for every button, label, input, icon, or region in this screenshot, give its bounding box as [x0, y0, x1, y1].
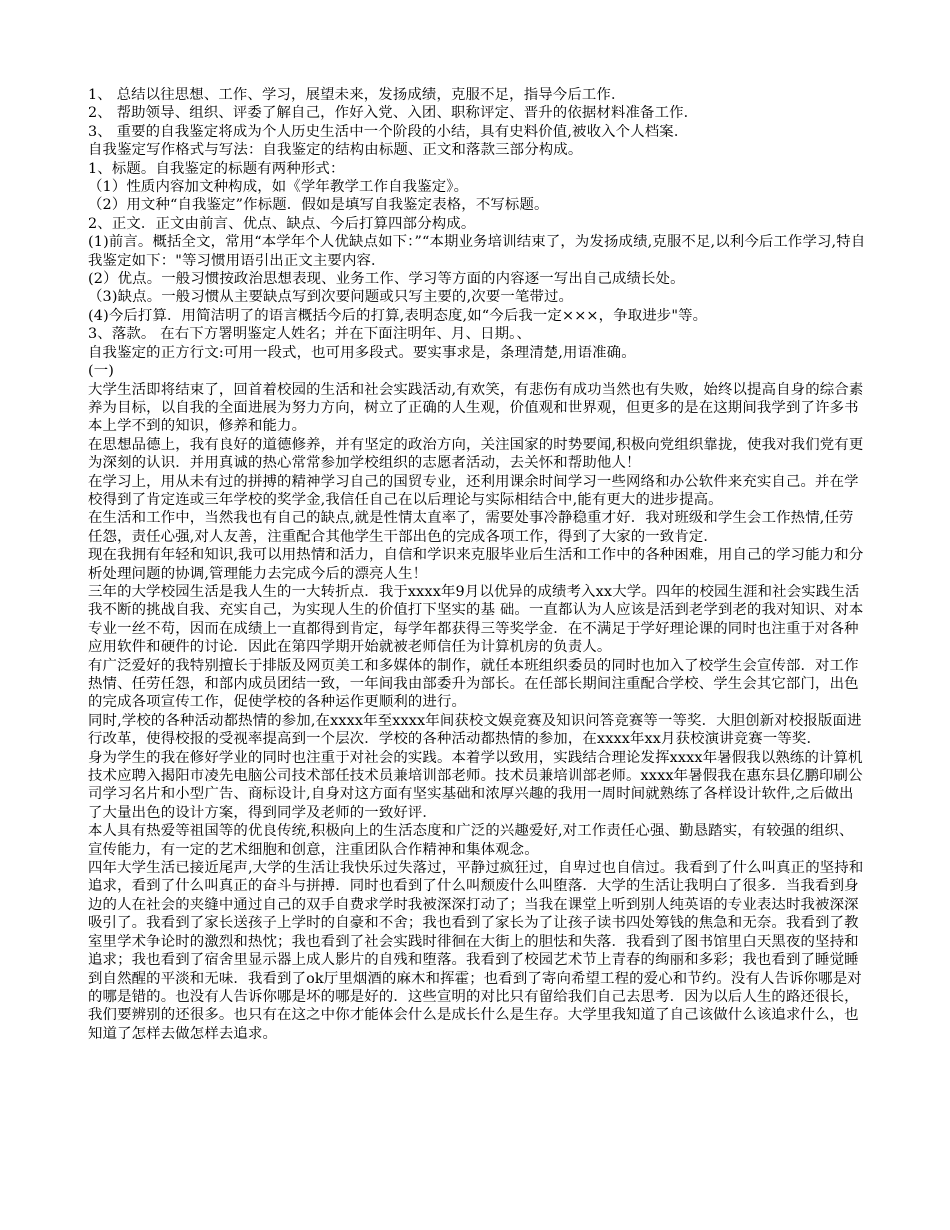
- paragraph: 现在我拥有年轻和知识,我可以用热情和活力，自信和学识来克服毕业后生活和工作中的各种困难，用自己的学习能力和分析处理问题的协调,管理能力去完成今后的漂亮人生！: [88, 547, 864, 582]
- paragraph: 3、 重要的自我鉴定将成为个人历史生活中一个阶段的小结，具有史料价值,被收入个人档案．: [88, 123, 689, 140]
- paragraph: 2、 帮助领导、组织、评委了解自己，作好入党、入团、职称评定、晋升的依据材料准备工作．: [88, 105, 699, 122]
- paragraph: (2）优点。一般习惯按政治思想表现、业务工作、学习等方面的内容逐一写出自己成绩长处。: [88, 271, 685, 288]
- paragraph: 四年大学生活已接近尾声,大学的生活让我快乐过失落过，平静过疯狂过，自卑过也自信过。我看到了什么叫真正的坚持和追求，看到了什么叫真正的奋斗与拼搏．同时也看到了什么叫颓废什么叫堕落．大学的生活让我明白了很多．当我看到身边的人在社会的夹缝中通过自己的双手自费求学时我被深深打动了；当我在课堂上听到别人纯英语的专业表达时我被深深吸引了。我看到了家长送孩子上学时的自豪和不舍；我也看到了家长为了让孩子读书四处筹钱的焦急和无奈。我看到了教室里学术争论时的激烈和热忱；我也看到了社会实践时徘徊在大街上的胆怯和失落．我看到了图书馆里白天黑夜的坚持和追求；我也看到了宿舍里显示器上成人影片的自残和堕落。我看到了校园艺术节上青春的绚丽和多彩；我也看到了睡觉睡到自然醒的平淡和无味．我看到了ok厅里烟酒的麻木和挥霍；也看到了寄向希望工程的爱心和节约。没有人告诉你哪是对的哪是错的。也没有人告诉你哪是坏的哪是好的．这些宣明的对比只有留给我们自己去思考．因为以后人生的路还很长，我们要辨别的还很多。也只有在这之中你才能体会什么是成长什么是生存。大学里我知道了自己该做什么该追求什么，也知道了怎样去做怎样去追求。: [88, 860, 864, 1042]
- paragraph: (一): [88, 363, 115, 380]
- paragraph: 3、落款。 在右下方署明鉴定人姓名；并在下面注明年、月、日期。、: [88, 326, 532, 343]
- paragraph: 本人具有热爱等祖国等的优良传统,积极向上的生活态度和广泛的兴趣爱好,对工作责任心强、勤恳踏实，有较强的组织、宣传能力，有一定的艺术细胞和创意，注重团队合作精神和集体观念。: [88, 823, 854, 858]
- paragraph: (4)今后打算．用简洁明了的语言概括今后的打算,表明态度,如“今后我一定×××，争取进步"等。: [88, 307, 708, 324]
- paragraph: (1)前言。概括全文，常用“本学年个人优缺点如下：”“本期业务培训结束了，为发扬成绩,克服不足,以利今后工作学习,特自我鉴定如下："等习惯用语引出正文主要内容．: [88, 234, 866, 269]
- paragraph: 自我鉴定写作格式与写法：自我鉴定的结构由标题、正文和落款三部分构成。: [88, 142, 583, 159]
- paragraph: （1）性质内容加文种构成，如《学年教学工作自我鉴定》。: [88, 179, 469, 196]
- paragraph: （3)缺点。一般习惯从主要缺点写到次要问题或只写主要的,次要一笔带过。: [88, 289, 574, 306]
- paragraph: 身为学生的我在修好学业的同时也注重于对社会的实践。本着学以致用，实践结合理论发挥xxxx年暑假我以熟练的计算机技术应聘入揭阳市凌先电脑公司技术部任技术员兼培训部老师。技术员兼培训部老师。xxxx年暑假我在惠东县亿鹏印刷公司学习名片和小型广告、商标设计,自身对这方面有坚实基础和浓厚兴趣的我用一周时间就熟练了各样设计软件,之后做出了大量出色的设计方案，得到同学及老师的一致好评．: [88, 749, 863, 821]
- document-body: [88, 86, 868, 1043]
- paragraph: （2）用文种“自我鉴定”作标题．假如是填写自我鉴定表格，不写标题。: [88, 197, 549, 214]
- paragraph: 同时,学校的各种活动都热情的参加,在xxxx年至xxxx年间获校文娱竞赛及知识问答竞赛等一等奖．大胆创新对校报版面进行改革，使得校报的受视率提高到一个层次．学校的各种活动都热情的参加，在xxxx年xx月获校演讲竞赛一等奖．: [88, 712, 862, 748]
- paragraph: 1、标题。自我鉴定的标题有两种形式：: [88, 160, 345, 177]
- paragraph: 大学生活即将结束了，回首着校园的生活和社会实践活动,有欢笑，有悲伤有成功当然也有失败，始终以提高自身的综合素养为目标，以自我的全面进展为努力方向，树立了正确的人生观，价值观和世界观，但更多的是在这期间我学到了许多书本上学不到的知识，修养和能力。: [88, 381, 864, 435]
- paragraph: 1、 总结以往思想、工作、学习，展望未来，发扬成绩，克服不足，指导今后工作．: [88, 87, 626, 103]
- paragraph: 有广泛爱好的我特别擅长于排版及网页美工和多媒体的制作，就任本班组织委员的同时也加入了校学生会宣传部．对工作热情、任劳任怨，和部内成员团结一致，一年间我由部委升为部长。在任部长期间注重配合学校、学生会其它部门，出色的完成各项宣传工作，促使学校的各种运作更顺利的进行。: [88, 657, 859, 711]
- paragraph: 三年的大学校园生活是我人生的一大转折点．我于xxxx年9月以优异的成绩考入xx大学。四年的校园生涯和社会实践生活我不断的挑战自我、充实自己，为实现人生的价值打下坚实的基 础。一直都认为人应该是活到老学到老的我对知识、对本专业一丝不苟，因而在成绩上一直都得到肯定，每学年都获得三等奖学金．在不满足于学好理论课的同时也注重于对各种应用软件和硬件的讨论．因此在第四学期开始就被老师信任为计算机房的负责人。: [88, 583, 864, 656]
- paragraph: 在生活和工作中，当然我也有自己的缺点,就是性情太直率了，需要处事冷静稳重才好．我对班级和学生会工作热情,任劳任怨，责任心强,对人友善，注重配合其他学生干部出色的完成各项工作，得到了大家的一致肯定．: [88, 510, 854, 545]
- paragraph: 在思想品德上，我有良好的道德修养，并有坚定的政治方向，关注国家的时势要闻,积极向党组织靠拢，使我对我们党有更为深刻的认识．并用真诚的热心常常参加学校组织的志愿者活动，去关怀和帮助他人！: [88, 436, 864, 472]
- paragraph: 自我鉴定的正方行文:可用一段式，也可用多段式。要实事求是，条理清楚,用语准确。: [88, 344, 636, 361]
- paragraph: 2、正文．正文由前言、优点、缺点、今后打算四部分构成。: [88, 215, 476, 232]
- paragraph: 在学习上，用从未有过的拼搏的精神学习自己的国贸专业，还利用课余时间学习一些网络和办公软件来充实自己。并在学校得到了肯定连或三年学校的奖学金,我信任自己在以后理论与实际相结合中,能有更大的进步提高。: [88, 473, 859, 508]
